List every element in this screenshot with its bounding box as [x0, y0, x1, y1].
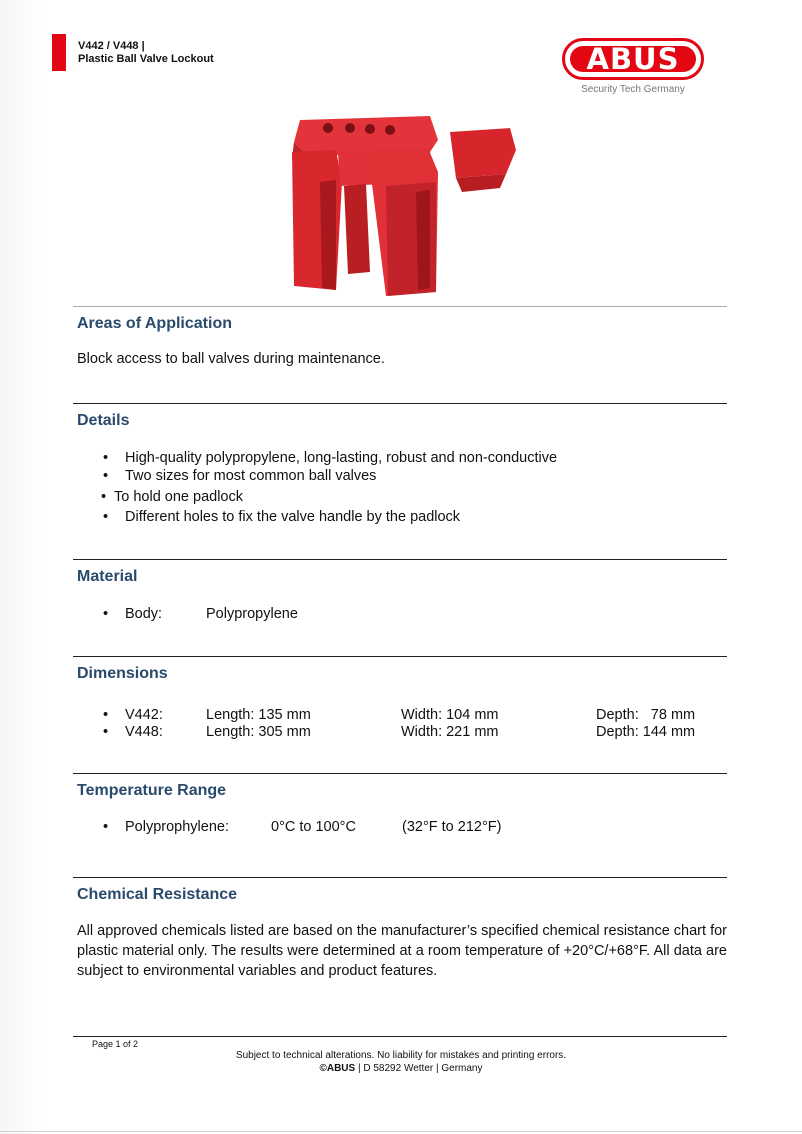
- details-item: High-quality polypropylene, long-lasting, robust and non-conductive: [125, 450, 558, 466]
- temperature-fahrenheit: (32°F to 212°F): [402, 819, 502, 835]
- logo-wordmark: ABUS: [586, 42, 680, 76]
- section-title-dimensions: Dimensions: [77, 665, 168, 682]
- section-divider: [73, 877, 727, 878]
- dimension-model: V448:: [125, 724, 163, 740]
- bullet-dot: •: [103, 509, 109, 525]
- footer-address: [0, 1063, 802, 1074]
- product-right-flange: [450, 128, 516, 178]
- chemical-text: All approved chemicals listed are based on the manufacturer’s specified chemical resistance chart for plastic material only. The results were determined at a room temperature of +20°C/+68°F. All data are subject to environmental variables and product features.: [77, 923, 727, 979]
- temperature-label: Polyprophylene:: [125, 819, 229, 835]
- footer-disclaimer: Subject to technical alterations. No liability for mistakes and printing errors.: [235, 1050, 567, 1061]
- dimension-depth: Depth: 144 mm: [596, 724, 696, 740]
- bullet-dot: •: [103, 819, 109, 835]
- bullet-dot: •: [103, 606, 109, 622]
- document-title-model: V442 / V448 |: [78, 40, 145, 52]
- section-divider: [73, 656, 727, 657]
- section-title-chemical: Chemical Resistance: [77, 886, 238, 903]
- logo-tagline: Security Tech Germany: [581, 84, 685, 95]
- section-title-material: Material: [77, 568, 138, 585]
- bullet-dot: •: [101, 489, 107, 505]
- dimension-width: Width: 104 mm: [401, 707, 499, 723]
- page-bottom-edge: [0, 1131, 802, 1132]
- dimension-width: Width: 221 mm: [401, 724, 499, 740]
- header-accent-bar: [52, 34, 66, 71]
- section-divider: [73, 403, 727, 404]
- footer-divider: [73, 1036, 727, 1037]
- section-title-temperature: Temperature Range: [77, 782, 227, 799]
- material-value: Polypropylene: [206, 606, 298, 622]
- product-inner-leg: [344, 184, 370, 274]
- application-text: Block access to ball valves during maintenance.: [77, 351, 385, 367]
- section-divider: [73, 306, 727, 307]
- bullet-dot: •: [103, 707, 109, 723]
- material-label: Body:: [125, 606, 163, 622]
- details-item: Different holes to fix the valve handle by the padlock: [125, 509, 461, 525]
- bullet-dot: •: [103, 724, 109, 740]
- document-title: [78, 40, 214, 66]
- dimension-model: V442:: [125, 707, 163, 723]
- product-hole-2: [345, 123, 355, 133]
- product-hole-1: [323, 123, 333, 133]
- product-hole-4: [385, 125, 395, 135]
- temperature-celsius: 0°C to 100°C: [271, 819, 356, 835]
- dimension-length: Length: 305 mm: [206, 724, 311, 740]
- section-divider: [73, 773, 727, 774]
- product-hole-3: [365, 124, 375, 134]
- details-item: To hold one padlock: [114, 489, 243, 505]
- abus-logo: [560, 36, 706, 98]
- dimension-depth: Depth: 78 mm: [596, 707, 696, 723]
- section-title-application: Areas of Application: [77, 315, 232, 332]
- page-number: Page 1 of 2: [92, 1039, 139, 1049]
- dimension-length: Length: 135 mm: [206, 707, 311, 723]
- document-title-product: Plastic Ball Valve Lockout: [78, 53, 214, 65]
- footer-brand: ©ABUS: [319, 1063, 356, 1074]
- section-title-details: Details: [77, 412, 130, 429]
- details-item: Two sizes for most common ball valves: [125, 468, 377, 484]
- valve-lockout-product-image: [280, 112, 520, 298]
- page-margin-shadow: [0, 0, 42, 1134]
- section-divider: [73, 559, 727, 560]
- bullet-dot: •: [103, 468, 109, 484]
- bullet-dot: •: [103, 450, 109, 466]
- footer-location: | D 58292 Wetter | Germany: [355, 1063, 483, 1074]
